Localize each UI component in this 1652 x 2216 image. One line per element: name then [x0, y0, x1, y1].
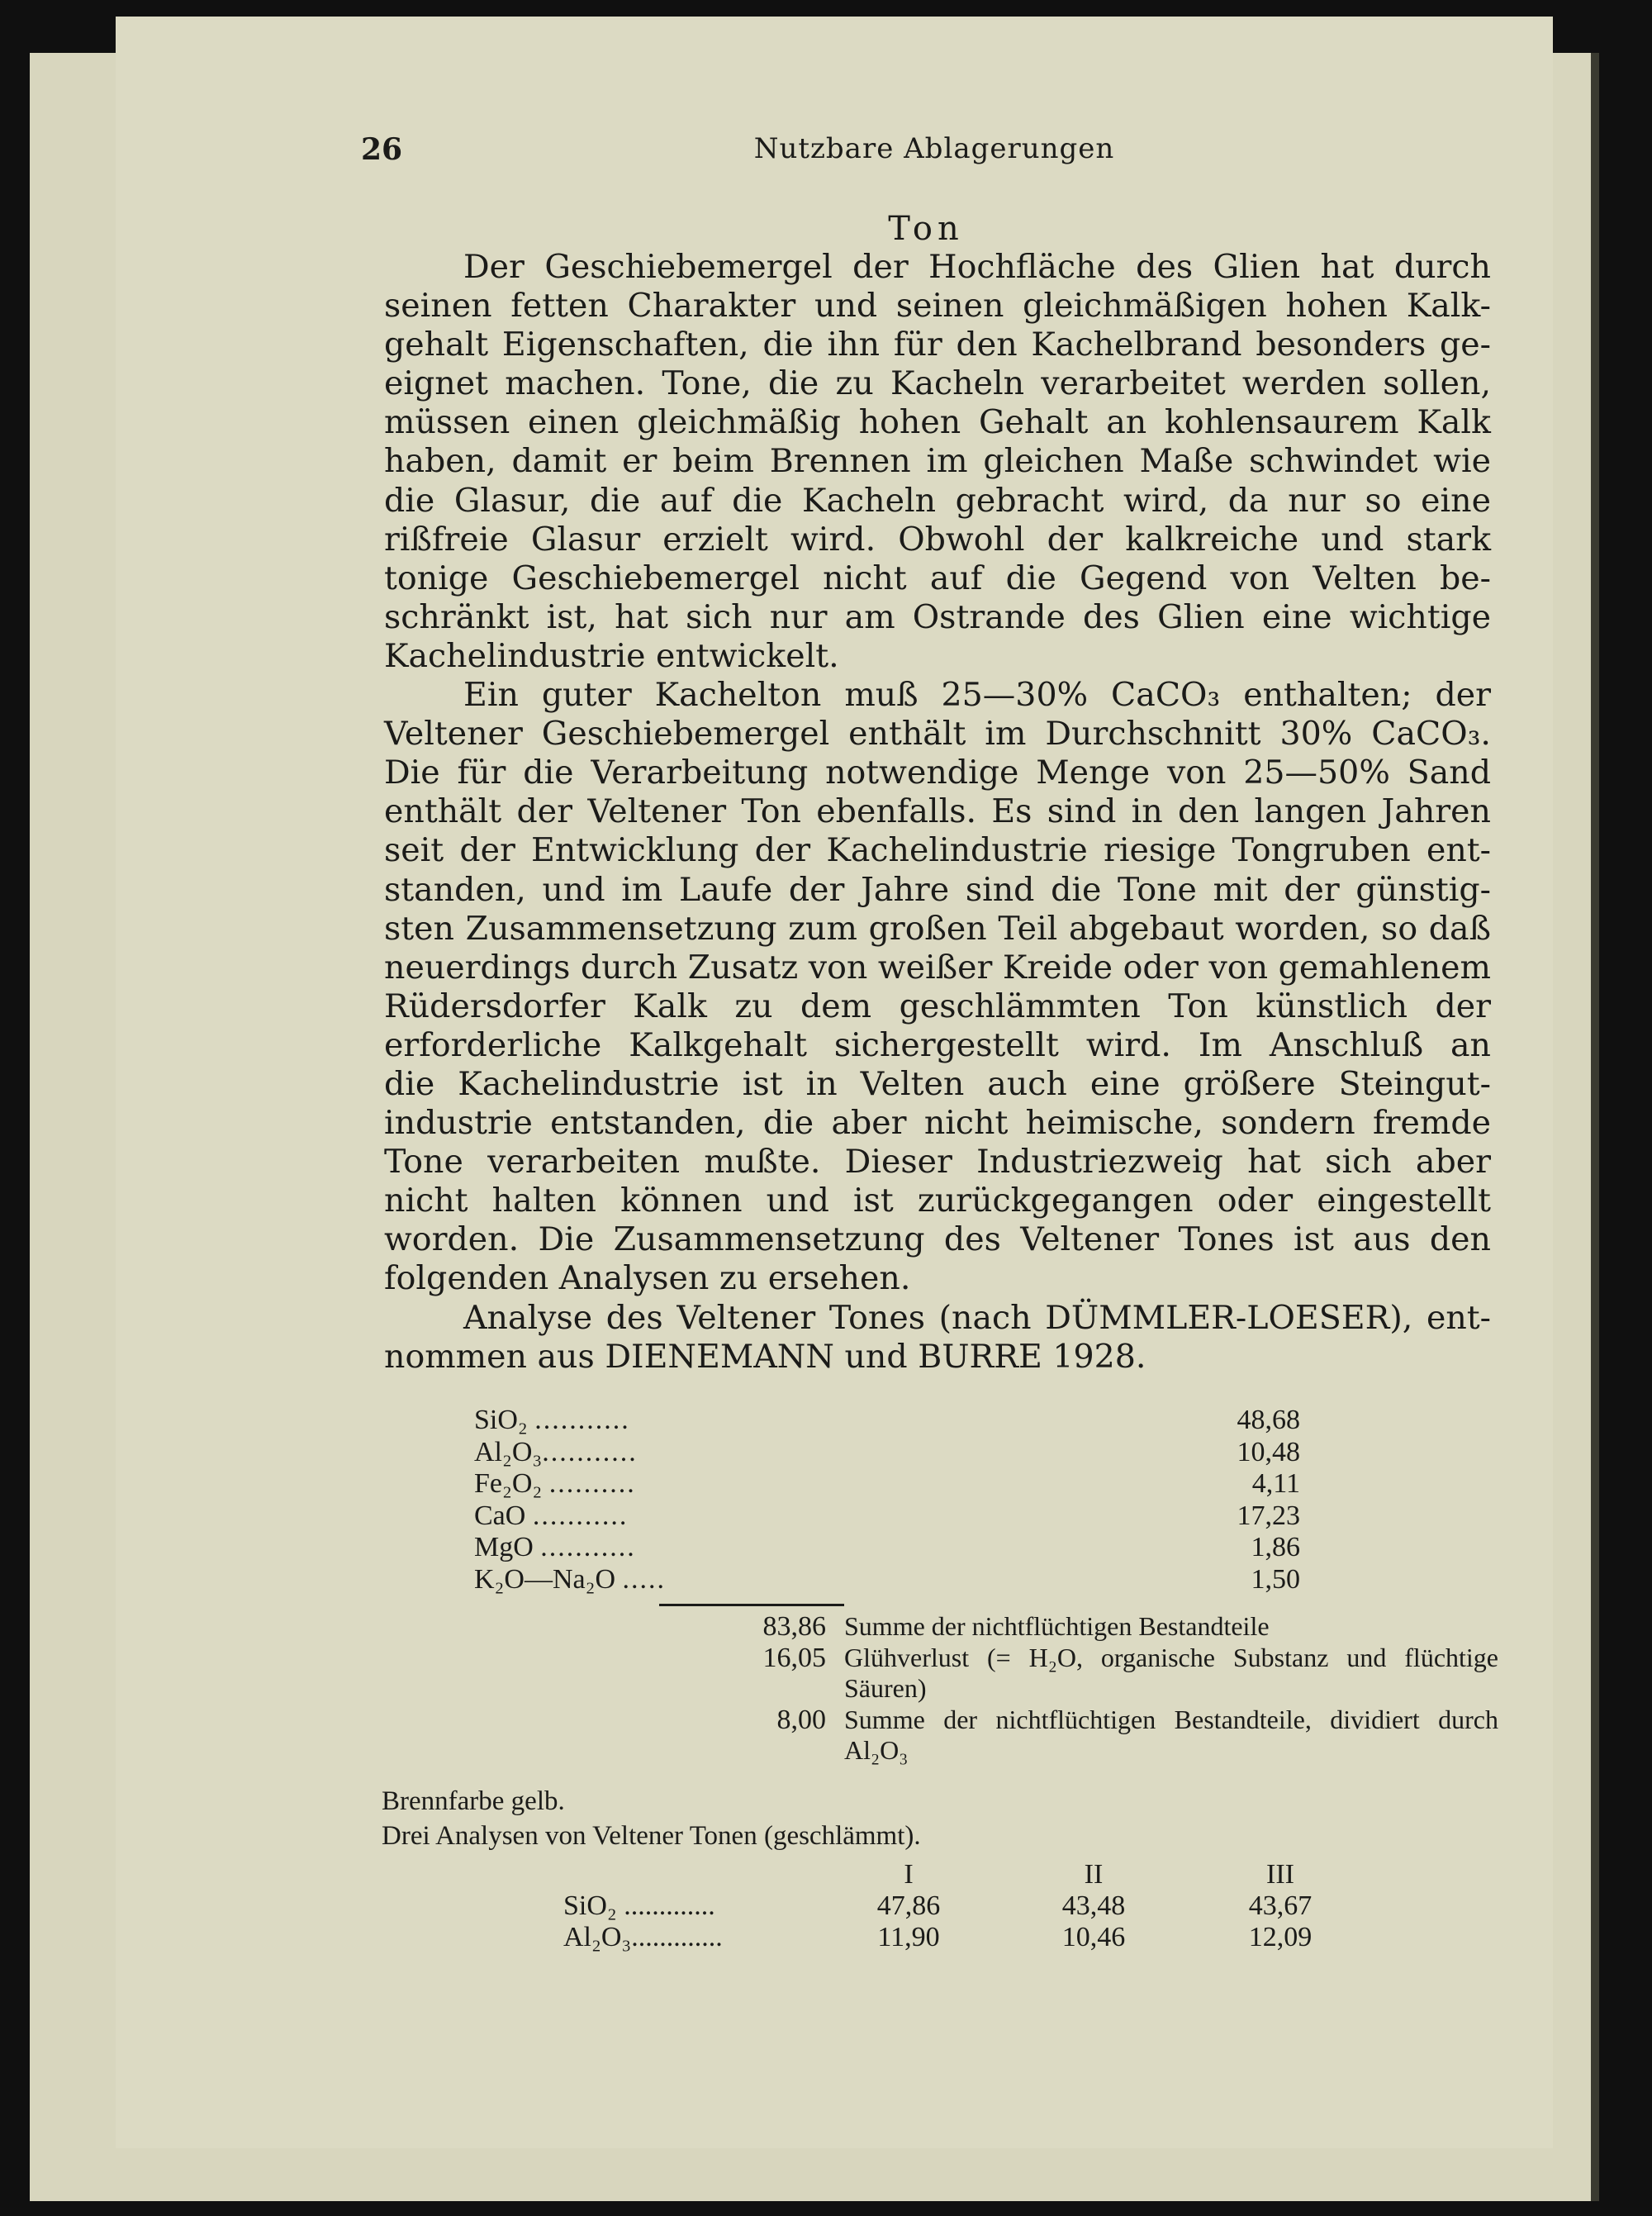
body-line: eignet machen. Tone, die zu Kacheln verarbeitet werden sollen, — [384, 364, 1491, 403]
sum-row — [722, 1705, 1498, 1767]
compound-label: Fe₂O₂ — [474, 1468, 543, 1499]
column-header: II — [1084, 1859, 1104, 1890]
three-analyses-caption: Drei Analysen von Veltener Tonen (geschlämmt). — [382, 1821, 921, 1851]
compound-value: 48,68 — [1237, 1405, 1300, 1435]
table-row: Al₂O₃............. 11,90 10,46 12,09 — [563, 1922, 1389, 1953]
body-line: Tone verarbeiten mußte. Dieser Industriezweig hat sich aber — [384, 1143, 1491, 1182]
body-line: Rüdersdorfer Kalk zu dem geschlämmten Ton künstlich der — [384, 987, 1491, 1025]
body-line: nicht halten können und ist zurückgegangen oder eingestellt — [384, 1182, 1491, 1220]
body-text — [384, 248, 1491, 1377]
body-line: enthält der Veltener Ton ebenfalls. Es sind in den langen Jahren — [384, 792, 1491, 831]
body-line: neuerdings durch Zusatz von weißer Kreide oder von gemahlenem — [384, 948, 1491, 987]
body-line: Veltener Geschiebemergel enthält im Durchschnitt 30% CaCO₃. — [384, 715, 1491, 754]
table-row: K₂O—Na₂O ..... 1,50 — [474, 1563, 1300, 1595]
table-row: SiO₂ ............. 47,86 43,48 43,67 — [563, 1890, 1389, 1922]
compound-value: 17,23 — [1237, 1500, 1300, 1531]
sum-row — [722, 1611, 1498, 1643]
body-line: standen, und im Laufe der Jahre sind die Tone mit der günstig- — [384, 870, 1491, 909]
body-line: Die für die Verarbeitung notwendige Menge von 25—50% Sand — [384, 754, 1491, 792]
compound-label: Al₂O₃ — [563, 1922, 632, 1952]
body-line: die Glasur, die auf die Kacheln gebracht wird, da nur so eine — [384, 481, 1491, 520]
compound-label: SiO₂ — [563, 1890, 617, 1921]
sum-value: 83,86 — [762, 1611, 826, 1642]
body-line: haben, damit er beim Brennen im gleichen Maße schwindet wie — [384, 442, 1491, 481]
section-title: Ton — [888, 210, 964, 248]
body-line: rißfreie Glasur erzielt wird. Obwohl der kalkreiche und stark — [384, 520, 1491, 559]
body-line: gehalt Eigenschaften, die ihn für den Kachelbrand besonders ge- — [384, 326, 1491, 364]
body-line: seit der Entwicklung der Kachelindustrie riesige Tongruben ent- — [384, 831, 1491, 870]
compound-label: SiO₂ — [474, 1405, 528, 1435]
body-line: worden. Die Zusammensetzung des Veltener Tones ist aus den — [384, 1220, 1491, 1259]
body-line: tonige Geschiebemergel nicht auf die Gegend von Velten be- — [384, 559, 1491, 597]
table-cell: 43,48 — [1061, 1890, 1126, 1921]
table-cell: 47,86 — [876, 1890, 941, 1921]
body-line: erforderliche Kalkgehalt sichergestellt wird. Im Anschluß an — [384, 1025, 1491, 1064]
table-cell: 12,09 — [1248, 1922, 1313, 1952]
table-row: Al₂O₃........... 10,48 — [474, 1436, 1300, 1467]
sum-row — [722, 1643, 1498, 1705]
body-line: schränkt ist, hat sich nur am Ostrande des Glien eine wichtige — [384, 597, 1491, 636]
table-cell: 43,67 — [1248, 1890, 1313, 1921]
brennfarbe-note: Brennfarbe gelb. — [382, 1786, 565, 1816]
body-line: müssen einen gleichmäßig hohen Gehalt an kohlensaurem Kalk — [384, 403, 1491, 442]
analysis-table — [474, 1405, 1498, 1595]
body-line: industrie entstanden, die aber nicht heimische, sondern fremde — [384, 1104, 1491, 1143]
compound-value: 1,86 — [1251, 1532, 1300, 1562]
sum-rule — [659, 1604, 844, 1606]
compound-label: Al₂O₃ — [474, 1436, 543, 1467]
compound-label: CaO — [474, 1500, 526, 1531]
table-header-row — [563, 1859, 1389, 1890]
page-number: 26 — [361, 132, 403, 167]
body-line: seinen fetten Charakter und seinen gleichmäßigen hohen Kalk- — [384, 287, 1491, 326]
three-analyses-table — [563, 1859, 1389, 1953]
table-row: SiO₂ ........... 48,68 — [474, 1405, 1300, 1435]
sum-value: 16,05 — [762, 1642, 826, 1673]
sum-label: Glühverlust (= H₂O, organische Substanz und flüchtige Säuren) — [844, 1642, 1498, 1703]
table-row: CaO ........... 17,23 — [474, 1500, 1300, 1531]
compound-value: 1,50 — [1251, 1563, 1300, 1595]
compound-label: K₂O—Na₂O — [474, 1563, 616, 1595]
compound-value: 10,48 — [1237, 1436, 1300, 1467]
body-line: Kachelindustrie entwickelt. — [384, 636, 839, 675]
body-line: die Kachelindustrie ist in Velten auch eine größere Steingut- — [384, 1064, 1491, 1103]
column-header: I — [904, 1859, 914, 1890]
table-row: Fe₂O₂ .......... 4,11 — [474, 1468, 1300, 1499]
table-cell: 11,90 — [877, 1922, 940, 1952]
sum-rows — [722, 1611, 1498, 1767]
body-line: Analyse des Veltener Tones (nach DÜMMLER-LOESER), ent- — [463, 1298, 1491, 1337]
body-line: Ein guter Kachelton muß 25—30% CaCO₃ enthalten; der — [463, 676, 1491, 715]
table-cell: 10,46 — [1061, 1922, 1126, 1952]
sum-label: Summe der nichtflüchtigen Bestandteile — [844, 1611, 1270, 1641]
compound-label: MgO — [474, 1532, 534, 1562]
body-line: folgenden Analysen zu ersehen. — [384, 1259, 911, 1298]
sum-label: Summe der nichtflüchtigen Bestandteile, dividiert durch Al₂O₃ — [844, 1704, 1498, 1765]
body-line: sten Zusammensetzung zum großen Teil abgebaut worden, so daß — [384, 909, 1491, 948]
sum-value: 8,00 — [776, 1704, 826, 1735]
column-header: III — [1266, 1859, 1294, 1890]
running-header — [361, 132, 1491, 170]
body-line: Der Geschiebemergel der Hochfläche des Glien hat durch — [463, 248, 1491, 286]
running-head-title: Nutzbare Ablagerungen — [753, 132, 1115, 165]
table-row: MgO ........... 1,86 — [474, 1532, 1300, 1562]
body-line: nommen aus DIENEMANN und BURRE 1928. — [384, 1337, 1146, 1376]
compound-value: 4,11 — [1251, 1468, 1300, 1499]
